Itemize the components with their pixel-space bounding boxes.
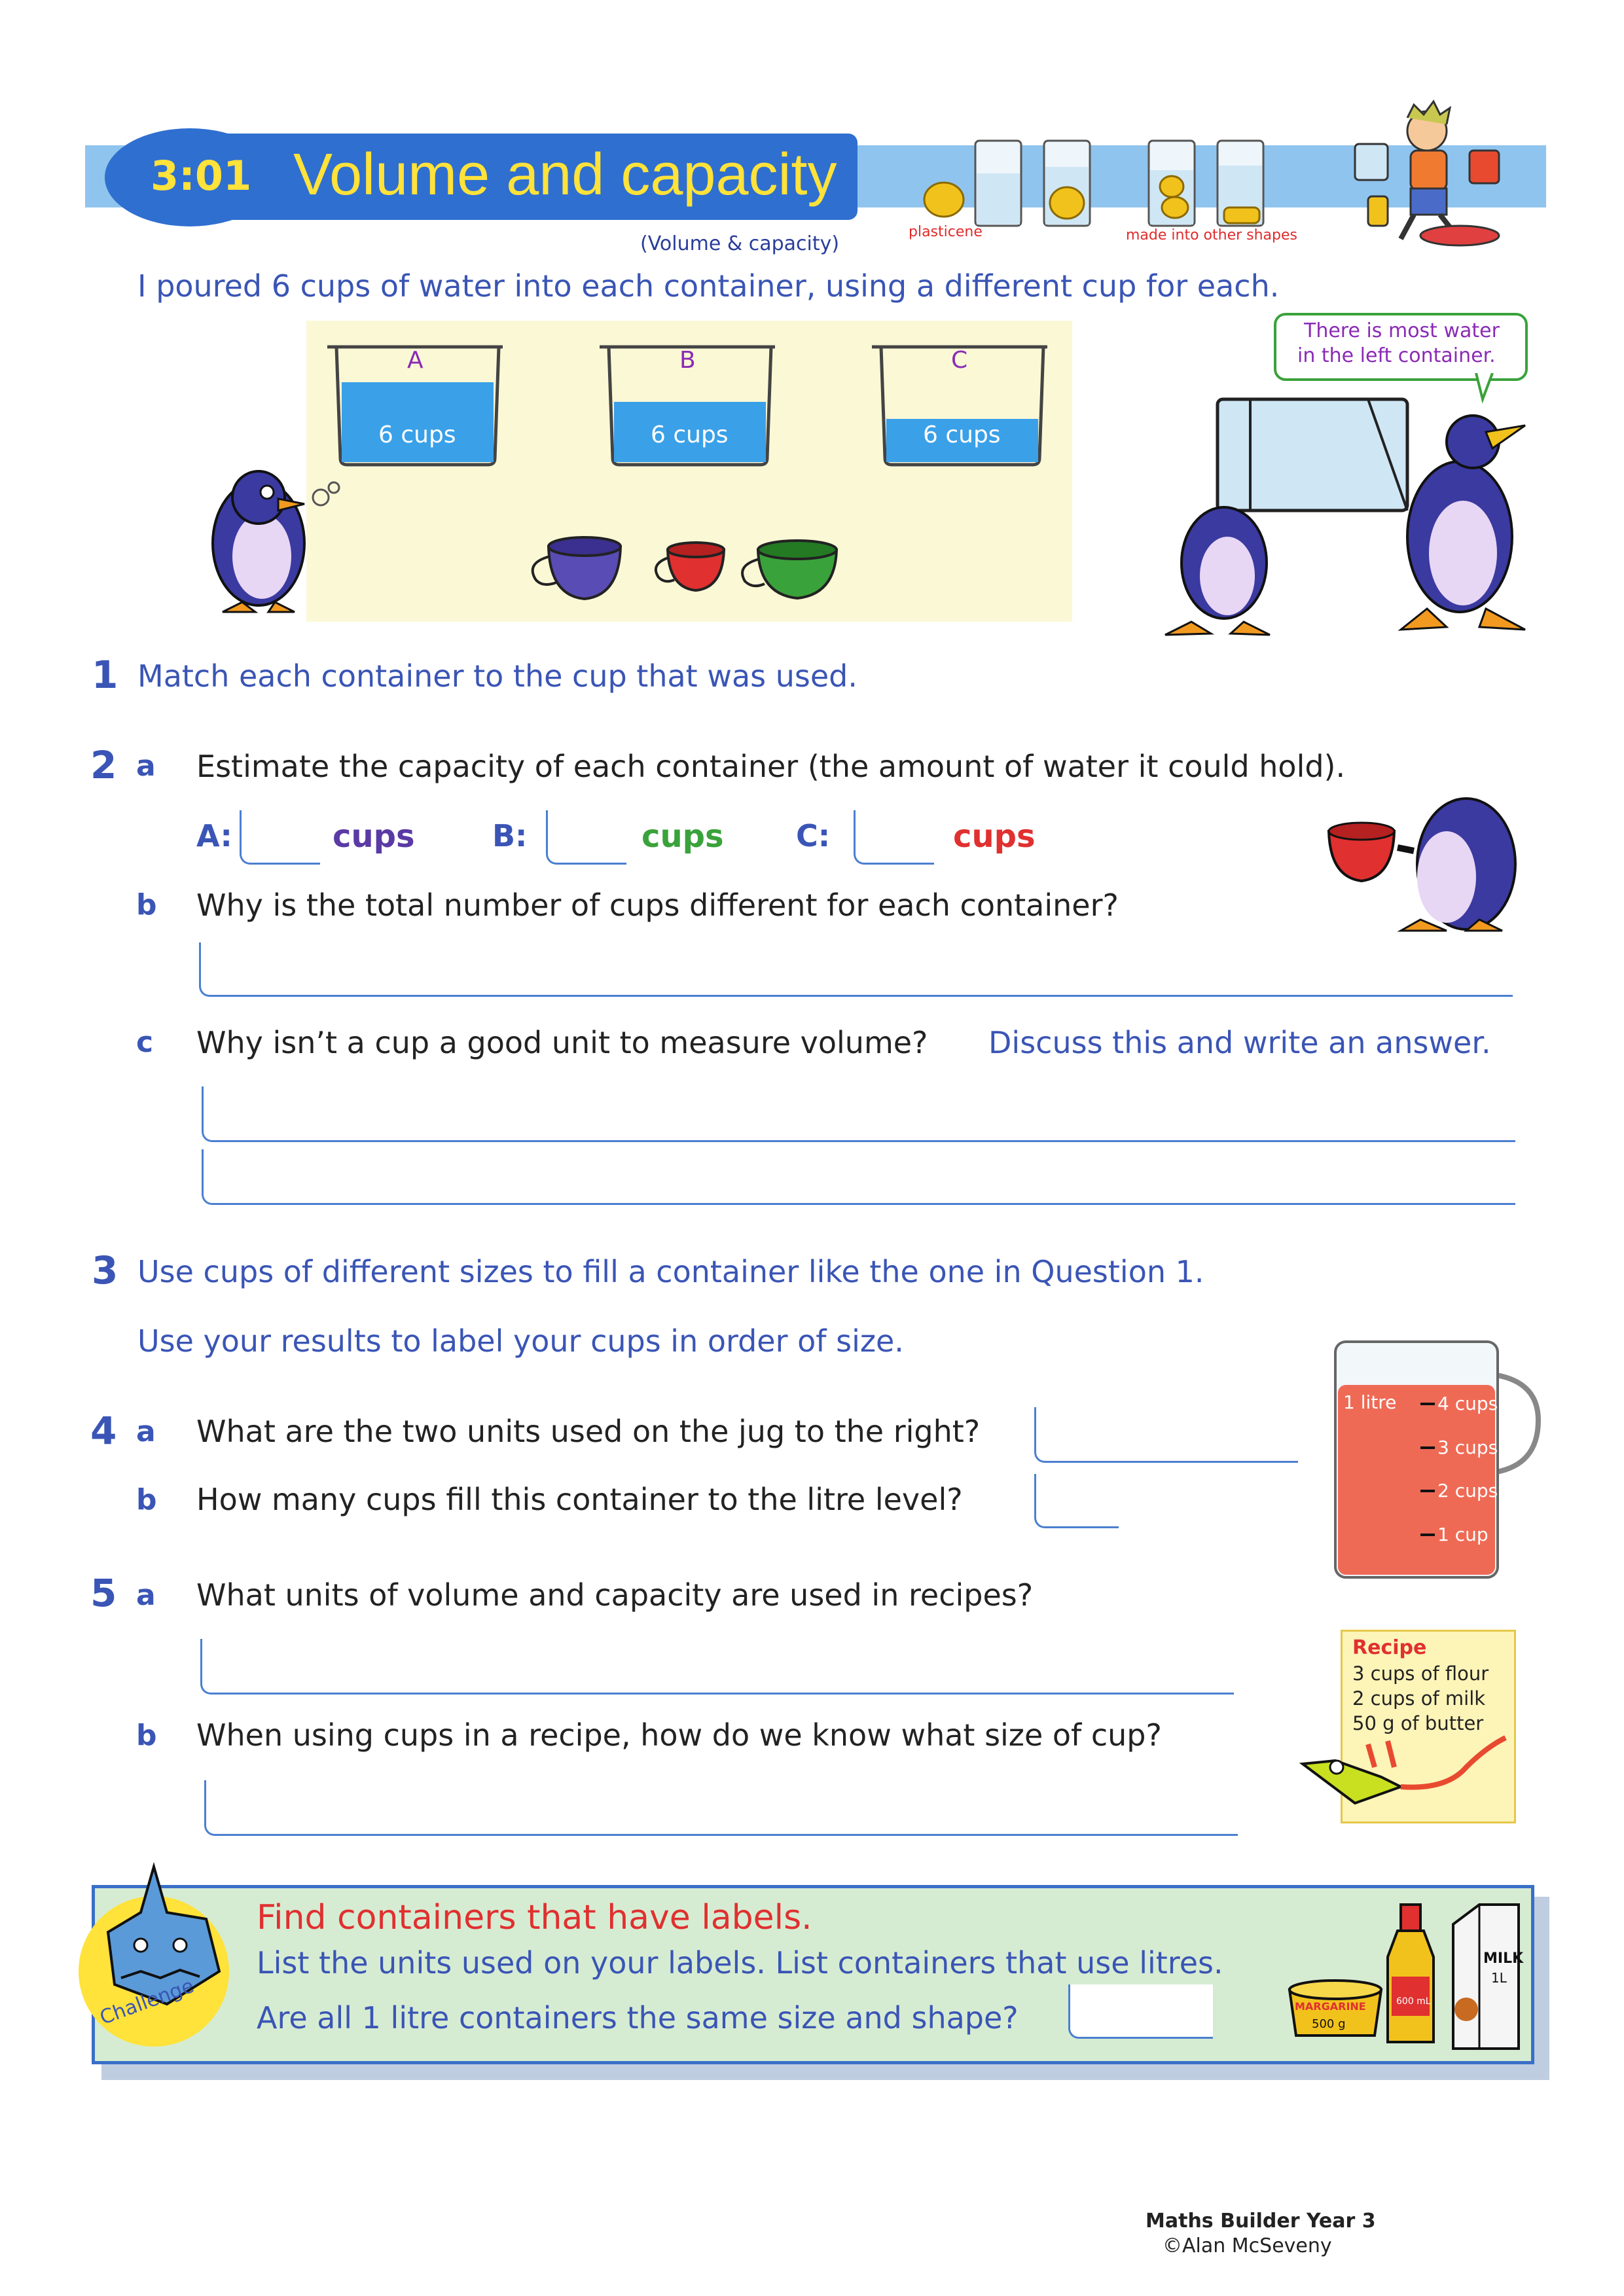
mouse-illustration xyxy=(1296,1728,1519,1820)
jug-mark-3-cups: 3 cups xyxy=(1437,1437,1498,1458)
question-1-text: Match each container to the cup that was used. xyxy=(137,658,857,694)
question-1-number: 1 xyxy=(92,653,118,697)
penguins-carrying-container-illustration xyxy=(1132,386,1551,641)
milk-carton xyxy=(1453,1905,1519,2049)
question-2a-letter: a xyxy=(136,749,156,783)
jug-mark-4-cups: 4 cups xyxy=(1437,1393,1498,1414)
estimate-a-field[interactable] xyxy=(240,810,320,865)
question-4a-text: What are the two units used on the jug to the right? xyxy=(196,1414,981,1449)
jug-litre-label: 1 litre xyxy=(1343,1391,1397,1413)
purple-cup xyxy=(533,537,621,599)
cartoon-man-illustration xyxy=(1329,98,1525,249)
answer-4a-field[interactable] xyxy=(1034,1407,1298,1463)
question-2-number: 2 xyxy=(90,743,117,787)
question-3-number: 3 xyxy=(92,1248,118,1293)
question-3-line2: Use your results to label your cups in order of size. xyxy=(137,1323,904,1359)
question-5-number: 5 xyxy=(90,1571,117,1615)
estimate-a-unit: cups xyxy=(333,818,415,855)
sauce-bottle xyxy=(1388,1905,1434,2042)
plasticine-glasses-illustration xyxy=(910,134,1329,232)
footer-copyright: ©Alan McSeveny xyxy=(1163,2234,1332,2257)
red-cup xyxy=(656,543,724,590)
answer-5a-line[interactable] xyxy=(200,1639,1234,1695)
jug-mark-1-cup: 1 cup xyxy=(1437,1524,1489,1545)
penguin-puffing-illustration xyxy=(196,452,347,615)
estimate-b-label: B: xyxy=(492,818,528,853)
estimate-c-unit: cups xyxy=(953,818,1036,855)
bottle-volume: 600 mL xyxy=(1396,1996,1431,2007)
container-b-amount: 6 cups xyxy=(651,422,729,448)
section-number: 3:01 xyxy=(151,152,252,200)
page-subtitle: (Volume & capacity) xyxy=(640,232,840,255)
challenge-line-1: List the units used on your labels. List containers that use litres. xyxy=(257,1945,1223,1981)
question-2a-text: Estimate the capacity of each container (the amount of water it could hold). xyxy=(196,749,1346,784)
milk-label: MILK xyxy=(1483,1950,1524,1967)
container-c-label: C xyxy=(951,347,968,374)
container-a-amount: 6 cups xyxy=(378,422,456,448)
shark-challenge-badge xyxy=(69,1854,265,2063)
answer-2c-line-2[interactable] xyxy=(202,1149,1515,1205)
footer-title: Maths Builder Year 3 xyxy=(1146,2210,1376,2233)
question-2c-text: Why isn’t a cup a good unit to measure volume? xyxy=(196,1025,928,1060)
question-5b-letter: b xyxy=(136,1719,157,1752)
recipe-line-3: 50 g of butter xyxy=(1352,1712,1484,1734)
container-c-amount: 6 cups xyxy=(923,422,1001,448)
answer-2b-line[interactable] xyxy=(199,942,1513,997)
question-3-line1: Use cups of different sizes to fill a container like the one in Question 1. xyxy=(137,1254,1204,1289)
question-5a-text: What units of volume and capacity are used in recipes? xyxy=(196,1577,1034,1613)
answer-5b-line[interactable] xyxy=(204,1780,1238,1836)
answer-4b-field[interactable] xyxy=(1034,1474,1119,1528)
question-4a-letter: a xyxy=(136,1415,156,1448)
recipe-title: Recipe xyxy=(1352,1636,1427,1659)
question-2c-extra: Discuss this and write an answer. xyxy=(988,1025,1491,1060)
estimate-b-unit: cups xyxy=(641,818,724,855)
margarine-weight: 500 g xyxy=(1312,2017,1346,2031)
container-a-label: A xyxy=(407,347,424,374)
speech-bubble-line1: There is most water xyxy=(1304,319,1500,342)
speech-bubble-tail xyxy=(1470,373,1502,406)
challenge-line-2: Are all 1 litre containers the same size and shape? xyxy=(257,2000,1019,2036)
recipe-line-1: 3 cups of flour xyxy=(1352,1662,1489,1685)
challenge-heading: Find containers that have labels. xyxy=(257,1898,812,1937)
question-4b-text: How many cups fill this container to the litre level? xyxy=(196,1482,963,1517)
caption-plasticene: plasticene xyxy=(909,224,983,240)
recipe-line-2: 2 cups of milk xyxy=(1352,1687,1486,1710)
estimate-a-label: A: xyxy=(196,818,232,853)
page-title: Volume and capacity xyxy=(293,142,837,207)
estimate-b-field[interactable] xyxy=(546,810,626,865)
challenge-badge-label: Challenge xyxy=(97,1974,197,2030)
question-2b-letter: b xyxy=(136,888,157,922)
question-5b-text: When using cups in a recipe, how do we know what size of cup? xyxy=(196,1717,1162,1753)
jug-mark-2-cups: 2 cups xyxy=(1437,1480,1498,1501)
milk-volume: 1L xyxy=(1491,1970,1507,1986)
question-4-number: 4 xyxy=(90,1408,117,1453)
estimate-c-field[interactable] xyxy=(854,810,934,865)
speech-bubble-line2: in the left container. xyxy=(1297,344,1496,367)
container-b-label: B xyxy=(679,347,696,374)
intro-text: I poured 6 cups of water into each container, using a different cup for each. xyxy=(137,268,1280,304)
caption-other-shapes: made into other shapes xyxy=(1126,227,1297,243)
question-4b-letter: b xyxy=(136,1483,157,1516)
penguin-with-cup-illustration xyxy=(1316,779,1532,936)
question-5a-letter: a xyxy=(136,1579,156,1612)
challenge-answer-field[interactable] xyxy=(1068,1984,1213,2039)
answer-2c-line-1[interactable] xyxy=(202,1086,1515,1142)
margarine-label: MARGARINE xyxy=(1295,2000,1366,2013)
question-2b-text: Why is the total number of cups different for each container? xyxy=(196,888,1119,923)
estimate-c-label: C: xyxy=(796,818,831,853)
green-cup xyxy=(742,541,837,598)
measuring-jug-illustration xyxy=(1329,1335,1545,1584)
question-2c-letter: c xyxy=(136,1026,154,1059)
